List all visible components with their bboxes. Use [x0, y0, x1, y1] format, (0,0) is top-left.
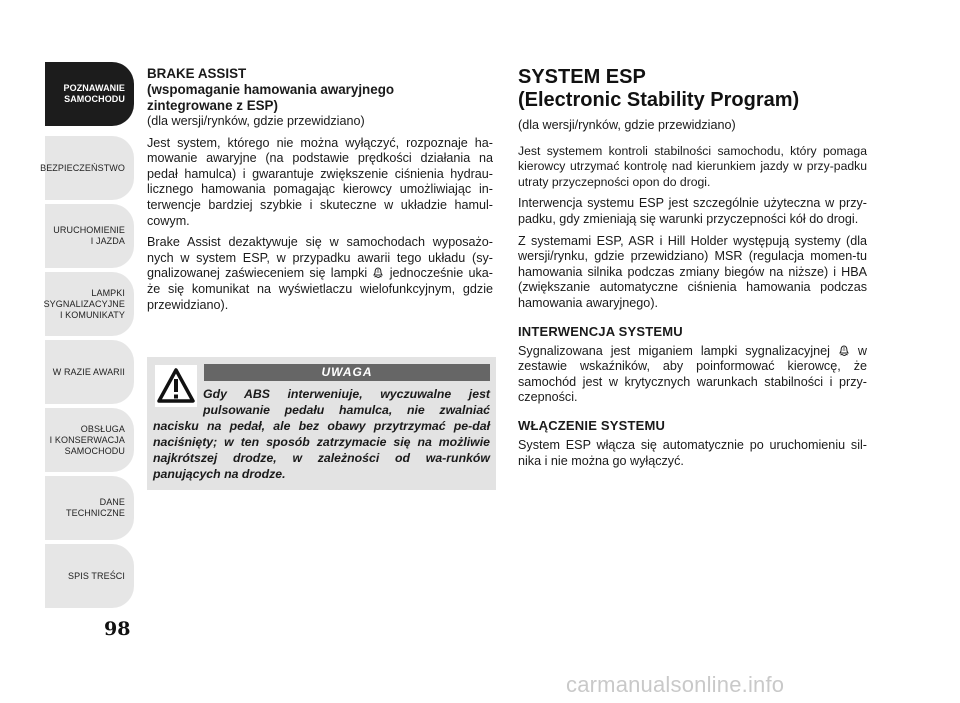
brake-assist-paragraph-1: Jest system, którego nie można wyłączyć, rozpoznaje ha-mowanie awaryjne (na podstawie prędkości działania na pedał hamulca) i gwarantuje zwiększenie ciśnienia hydrau-licznego hamowania pomagając kierowcy umożliwiając in-terwencje bardziej szybkie i skuteczne w układzie hamul-cowym. — [147, 135, 493, 228]
esp-paragraph-2: Interwencja systemu ESP jest szczególnie użyteczna w przy-padku, gdy zmieniają się warunki przyczepności kół do drogi. — [518, 196, 867, 226]
brake-assist-subheading: (wspomaganie hamowania awaryjnego — [147, 82, 395, 97]
warning-label: UWAGA — [204, 364, 490, 381]
warning-box — [147, 357, 496, 490]
tab-spis-tresci[interactable]: SPIS TREŚCI — [45, 544, 134, 608]
tab-obsluga-i-konserwacja[interactable]: OBSŁUGA I KONSERWACJA SAMOCHODU — [45, 408, 134, 472]
esp-warning-lamp-icon — [373, 267, 383, 278]
brake-assist-availability-note: (dla wersji/rynków, gdzie przewidziano) — [147, 114, 365, 128]
esp-subtitle: (Electronic Stability Program) — [518, 89, 800, 111]
system-activation-text: System ESP włącza się automatycznie po uruchomieniu sil-nika i nie można go wyłączyć. — [518, 437, 867, 468]
brake-assist-paragraph-2: Brake Assist dezaktywuje się w samochodach wyposażo-nych w system ESP, w przypadku awarii tego układu (sy-gnalizowanej zaświeceniem się lampki jednocześnie uka-że się komunikat na wyświetlaczu wielofunkcyjnym, gdzie przewidziano). — [147, 235, 493, 312]
tab-lampki-sygnalizacyjne[interactable]: LAMPKI SYGNALIZACYJNE I KOMUNIKATY — [45, 272, 134, 336]
system-activation-heading: WŁĄCZENIE SYSTEMU — [518, 417, 666, 433]
esp-section — [518, 66, 867, 475]
tab-uruchomienie-i-jazda[interactable]: URUCHOMIENIE I JAZDA — [45, 204, 134, 268]
system-intervention-heading: INTERWENCJA SYSTEMU — [518, 323, 683, 339]
tab-dane-techniczne[interactable]: DANE TECHNICZNE — [45, 476, 134, 540]
brake-assist-section — [147, 66, 493, 319]
warning-text: Gdy ABS interweniuje, wyczuwalne jest pulsowanie pedału hamulca, nie zwalniać nacisku na pedał, ale bez obawy przytrzymać pe-dał naciśnięty; w ten sposób zatrzymacie się na możliwie najkrótszej drodze, w zależności od wa-runków panujących na drodze. — [153, 387, 490, 481]
esp-availability-note: (dla wersji/rynków, gdzie przewidziano) — [518, 118, 736, 132]
system-intervention-text: Sygnalizowana jest miganiem lampki sygnalizacyjnej w zestawie wskaźników, aby poinformować kierowcę, że samochód jest w krytycznych warunkach stabilności i przy-czepności. — [518, 343, 867, 405]
esp-title: SYSTEM ESP — [518, 66, 646, 88]
tab-w-razie-awarii[interactable]: W RAZIE AWARII — [45, 340, 134, 404]
watermark: carmanualsonline.info — [566, 672, 785, 697]
esp-warning-lamp-icon — [839, 345, 849, 356]
esp-paragraph-3: Z systemami ESP, ASR i Hill Holder występują systemy (dla wersji/rynku, gdzie przewidziano) MSR (regulacja momen-tu hamowania silnika podczas zmiany biegów na niższe) i HBA (zwiększanie automatyczne ciśnienia hamowania podczas hamowania awaryjnego). — [518, 233, 867, 310]
brake-assist-subheading-2: zintegrowane z ESP) — [147, 98, 278, 113]
page-number: 98 — [104, 618, 131, 640]
esp-paragraph-1: Jest systemem kontroli stabilności samochodu, który pomaga kierowcy utrzymać kontrolę nad kierunkiem jazdy w przy-padku utraty przyczepności opon do drogi. — [518, 143, 867, 189]
tab-poznawanie-samochodu[interactable]: POZNAWANIE SAMOCHODU — [45, 62, 134, 126]
tab-bezpieczenstwo[interactable]: BEZPIECZEŃSTWO — [45, 136, 134, 200]
brake-assist-heading: BRAKE ASSIST — [147, 66, 247, 81]
